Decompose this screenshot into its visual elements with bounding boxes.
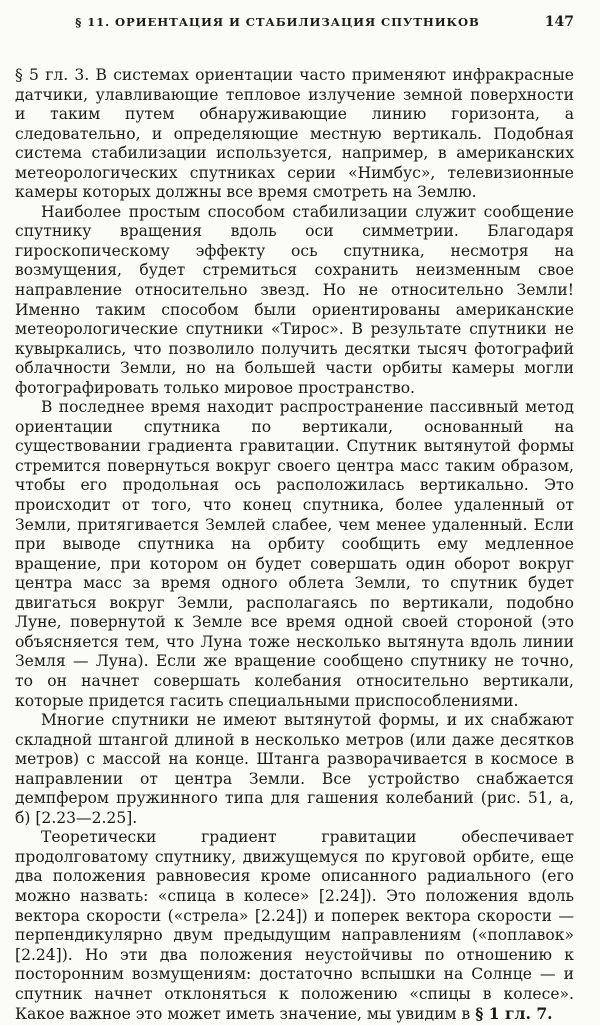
paragraph-1: § 5 гл. 3. В системах ориентации часто применяют инфракрасные датчики, улавливающие тепловое излучение земной поверхности и таким путем обнаруживающие линию горизонта, а следовательно, и определяющие местную вертикаль. Подобная система стабилизации используется, например, в американских метеорологических спутниках серии «Нимбус», телевизионные камеры которых должны все время смотреть на Землю. [15,66,574,202]
running-title: § 11. ОРИЕНТАЦИЯ И СТАБИЛИЗАЦИЯ СПУТНИКОВ [75,15,480,29]
paragraph-5 [15,828,574,1024]
paragraph-5-text: Теоретически градиент гравитации обеспечивает продолговатому спутнику, движущемуся по круговой орбите, еще два положения равновесия кроме описанного радиального (его можно назвать: «спица в колесе» [2.24]). Это положения вдоль вектора скорости («стрела» [2.24]) и поперек вектора скорости — перпендикулярно двум предыдущим направлениям («поплавок» [2.24]). Но эти два положения неустойчивы по отношению к посторонним возмущениям: достаточно вспышки на Солнце — и спутник начнет отклоняться к положению «спицы в колесе». Какое важное это может иметь значение, мы увидим в [15,828,574,1024]
page-number: 147 [544,14,574,30]
paragraph-3: В последнее время находит распространение пассивный метод ориентации спутника по вертикали, основанный на существовании градиента гравитации. Спутник вытянутой формы стремится повернуться вокруг своего центра масс таким образом, чтобы его продольная ось расположилась вертикально. Это происходит от того, что конец спутника, более удаленный от Земли, притягивается Землей слабее, чем менее удаленный. Если при выводе спутника на орбиту сообщить ему медленное вращение, при котором он будет совершать один оборот вокруг центра масс за время одного облета Земли, то спутник будет двигаться вокруг Земли, располагаясь по вертикали, подобно Луне, повернутой к Земле все время одной своей стороной (это объясняется тем, что Луна тоже несколько вытянута вдоль линии Земля — Луна). Если же вращение сообщено спутнику не точно, то он начнет совершать колебания относительно вертикали, которые придется гасить специальными приспособлениями. [15,398,574,710]
chapter-reference: § 1 гл. 7. [475,1004,553,1024]
body-text [15,66,574,1025]
paragraph-2: Наиболее простым способом стабилизации служит сообщение спутнику вращения вдоль оси симметрии. Благодаря гироскопическому эффекту ось спутника, несмотря на возмущения, будет стремиться сохранить неизменным свое направление относительно звезд. Но не относительно Земли! Именно таким способом были ориентированы американские метеорологические спутники «Тирос». В результате спутники не кувыркались, что позволило получить десятки тысяч фотографий облачности Земли, но на большей части орбиты камеры могли фотографировать только мировое пространство. [15,202,574,397]
paragraph-4: Многие спутники не имеют вытянутой формы, и их снабжают складной штангой длиной в несколько метров (или даже десятков метров) с массой на конце. Штанга разворачивается в космосе в направлении от центра Земли. Все устройство снабжается демпфером пружинного типа для гашения колебаний (рис. 51, а, б) [2.23—2.25]. [15,711,574,827]
running-header [15,14,574,38]
